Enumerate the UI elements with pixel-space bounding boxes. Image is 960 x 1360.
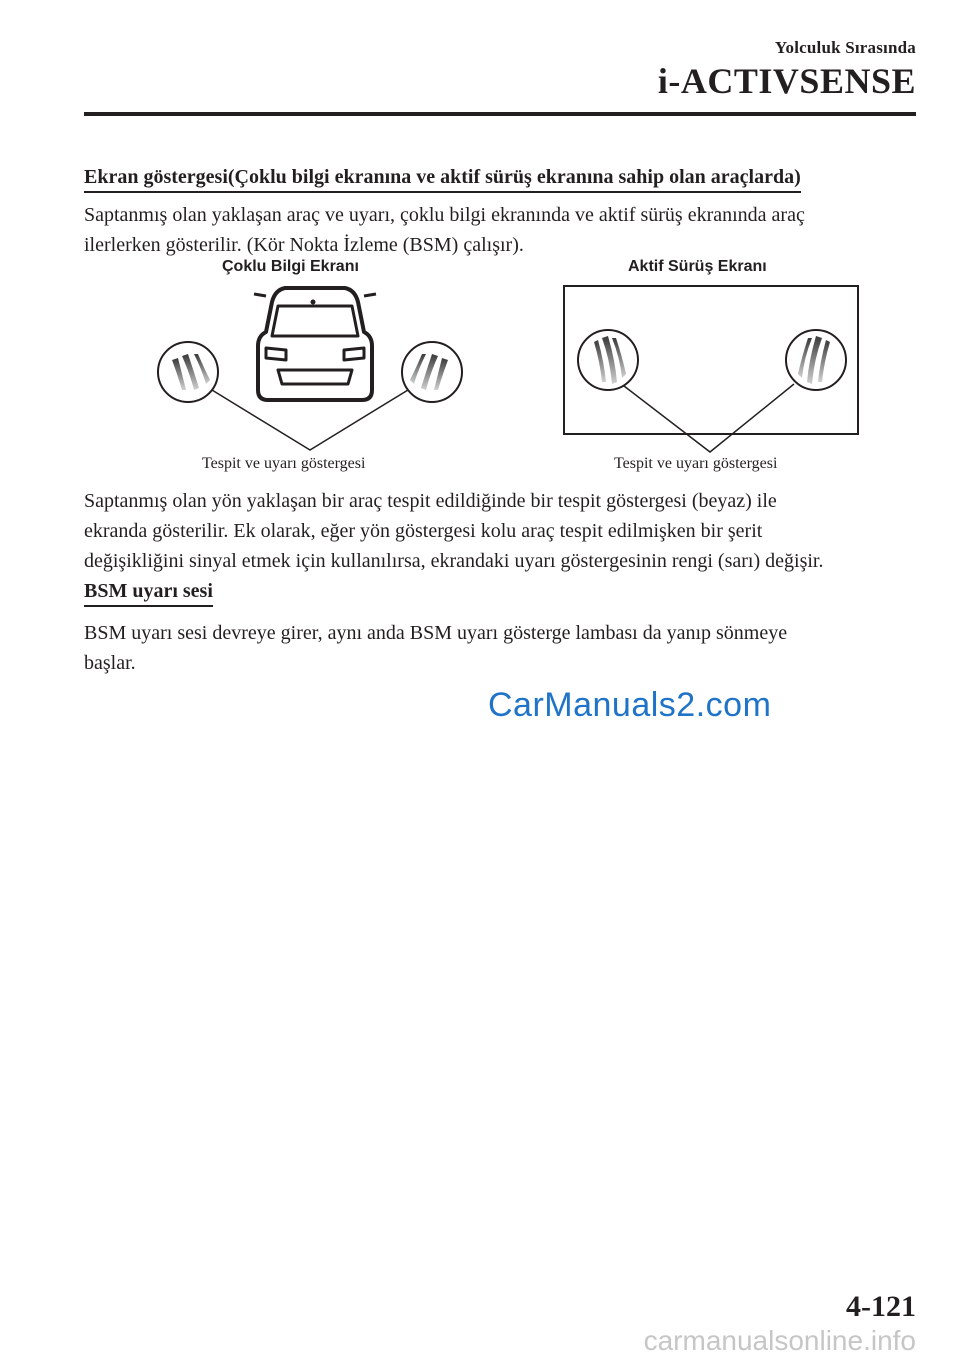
body-line: değişikliğini sinyal etmek için kullanılırsa, ekrandaki uyarı göstergesinin rengi (sarı) değişir. [84, 550, 824, 572]
display-heading: Ekran göstergesi(Çoklu bilgi ekranına ve aktif sürüş ekranına sahip olan araçlarda) [84, 166, 801, 193]
left-detection-indicator-icon [158, 342, 218, 402]
chapter-title: Yolculuk Sırasında [774, 38, 916, 57]
right-detection-indicator-icon [402, 342, 462, 402]
bsm-sound-heading: BSM uyarı sesi [84, 580, 213, 607]
intro-line: Saptanmış olan yaklaşan araç ve uyarı, çoklu bilgi ekranında ve aktif sürüş ekranında araç [84, 204, 805, 226]
multi-info-display-label: Çoklu Bilgi Ekranı [222, 258, 359, 275]
right-indicator-caption: Tespit ve uyarı göstergesi [614, 455, 778, 472]
car-rear-icon [254, 288, 376, 400]
watermark-text: CarManuals2.com [488, 686, 772, 724]
header-divider [84, 112, 916, 116]
left-detection-indicator-icon [578, 330, 638, 390]
right-detection-indicator-icon [786, 330, 846, 390]
active-driving-display-figure [560, 282, 864, 462]
intro-line: ilerlerken gösterilir. (Kör Nokta İzleme (BSM) çalışır). [84, 234, 524, 256]
section-title: i-ACTIVSENSE [657, 61, 916, 101]
footer-watermark: carmanualsonline.info [643, 1325, 916, 1356]
body-line: ekranda gösterilir. Ek olarak, eğer yön göstergesi kolu araç tespit edilmişken bir şerit [84, 520, 763, 542]
bsm-line: BSM uyarı sesi devreye girer, aynı anda BSM uyarı gösterge lambası da yanıp sönmeye [84, 622, 788, 644]
page-number: 4-121 [846, 1290, 916, 1323]
bsm-sound-paragraph [84, 618, 920, 678]
bsm-line: başlar. [84, 652, 136, 674]
body-line: Saptanmış olan yön yaklaşan bir araç tespit edildiğinde bir tespit göstergesi (beyaz) ile [84, 490, 777, 512]
left-indicator-caption: Tespit ve uyarı göstergesi [202, 455, 366, 472]
multi-info-display-figure [150, 280, 470, 460]
intro-paragraph [84, 200, 920, 260]
body-paragraph [84, 486, 920, 576]
active-driving-display-label: Aktif Sürüş Ekranı [628, 258, 767, 275]
